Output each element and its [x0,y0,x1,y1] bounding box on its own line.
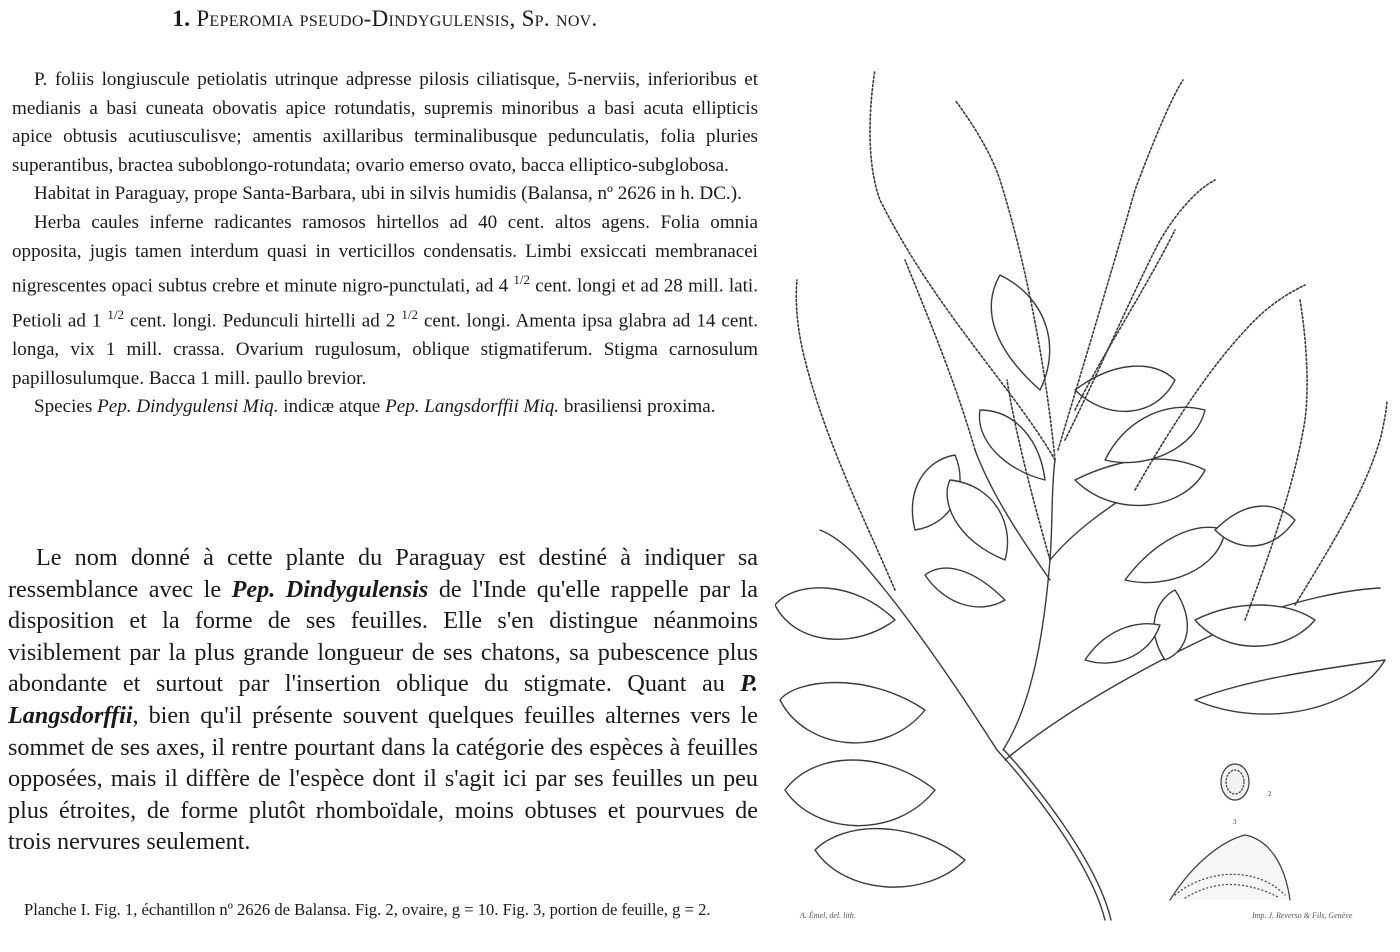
main-stem [997,750,1105,920]
species-post: brasiliensi proxima. [563,396,716,418]
leaf [1085,624,1160,663]
leaf [1105,407,1205,462]
species-number: 1. [172,6,191,31]
leaf [775,588,895,639]
flower-spikes [796,70,1387,620]
french-text-3: , bien qu'il présente souvent quelques feuilles alternes vers le sommet de ses axes, il rentre pourtant dans la catégorie des espèces à feuilles opposées, mais il diffère de l'espèce dont il s'agit ici par ses feuilles un peu plus étroites, de forme plutôt rhomboïdale, moins obtuses et pourvues de trois nervures seulement. [8,701,758,856]
french-text-1: Le nom donné à cette plante du Paraguay est destiné à indiquer sa ressemblance avec le [8,544,758,603]
latin-diagnosis: P. foliis longiuscule petiolatis utrinque adpresse pilosis ciliatisque, 5-nerviis, inferioribus et medianis a basi cuneata obovatis apice rotundatis, supremis minoribus a basi acuta ellipticis apice obtusis acutiusculisve; amentis axillaribus terminalibusque pedunculatis, folia pluries superantibus, bractea suboblongo-rotundata; ovario emerso ovato, bacca elliptico-subglobosa. [12,69,758,176]
spike [905,260,975,450]
latin-habitat: Habitat in Paraguay, prope Santa-Barbara, ubi in silvis humidis (Balansa, nº 2626 in h. DC.). [34,183,742,205]
species-name-langsdorffii: Pep. Langsdorffii Miq. [385,396,560,418]
credit-printer: Imp. J. Reverso & Fils, Genève [1252,911,1353,920]
botanical-illustration [775,60,1395,930]
french-commentary [8,542,758,858]
french-paragraph [8,542,758,858]
spike [796,280,895,590]
leaf [979,410,1045,480]
credit-artist: A. Émel, del. lith. [800,911,856,920]
herba-text-3: cent. longi. Pedunculi hirtelli ad 2 [130,310,396,332]
leaf [785,760,935,826]
page-title [0,6,770,32]
plate-caption [8,898,756,922]
french-text-2: de l'Inde qu'elle rappelle par la disposition et la forme de ses feuilles. Elle s'en distingue néanmoins visiblement par la plus grande longueur de ses chatons, sa pubescence plus abondante et surtout par l'insertion oblique du stigmate. Quant au [8,575,759,698]
fig3-label: 3 [1233,818,1237,826]
leaf [815,829,965,888]
caption-text: Planche I. Fig. 1, échantillon nº 2626 de Balansa. Fig. 2, ovaire, g = 10. Fig. 3, portion de feuille, g = 2. [24,900,711,919]
leaves [775,275,1385,887]
french-name-langsdorffii: P. Langsdorffii [8,670,758,729]
herba-text-1: Herba caules inferne radicantes ramosos hirtellos ad 40 cent. altos agens. Folia omnia opposita, jugis tamen interdum quasi in verticillos condensatis. Limbi exsiccati membranacei nigrescentes opaci subtus crebre et minute nigro-punctulati, ad 4 [12,211,758,297]
leaf [1195,660,1385,714]
fig2-ovary [1221,764,1249,800]
leaf [1195,605,1315,646]
spike [1245,300,1307,620]
leaf [925,568,1005,607]
fraction-3: 1/2 [401,307,418,323]
species-name-dindygulensi: Pep. Dindygulensi Miq. [97,396,279,418]
spike [870,70,1055,460]
latin-description-block [12,66,758,422]
species-mid: indicæ atque [283,396,381,418]
fig3-leaf-portion [1170,835,1290,900]
fraction-2: 1/2 [107,307,125,323]
french-name-dindygulensis: Pep. Dindygulensis [231,575,429,603]
leaf [780,683,925,743]
fig2-label: 2 [1268,790,1272,798]
species-title: Peperomia pseudo-Dindygulensis, Sp. nov. [196,6,598,31]
species-pre: Species [34,396,93,418]
latin-herba [12,209,758,393]
spike [1295,400,1387,605]
leaf [1125,527,1225,582]
herba-text-4: cent. longi. Amenta ipsa glabra ad 14 cent. longa, vix 1 mill. crassa. Ovarium rugulosum, oblique stigmatiferum. Stigma carnosulum papillosulumque. Bacca 1 mill. paullo brevior. [12,310,758,389]
latin-species-relation [12,393,758,422]
herba-text-2: cent. longi et ad 28 mill. lati. Petioli ad 1 [12,275,758,332]
fraction-1: 1/2 [513,272,531,288]
leaf [947,480,1007,560]
leaf [991,275,1049,390]
